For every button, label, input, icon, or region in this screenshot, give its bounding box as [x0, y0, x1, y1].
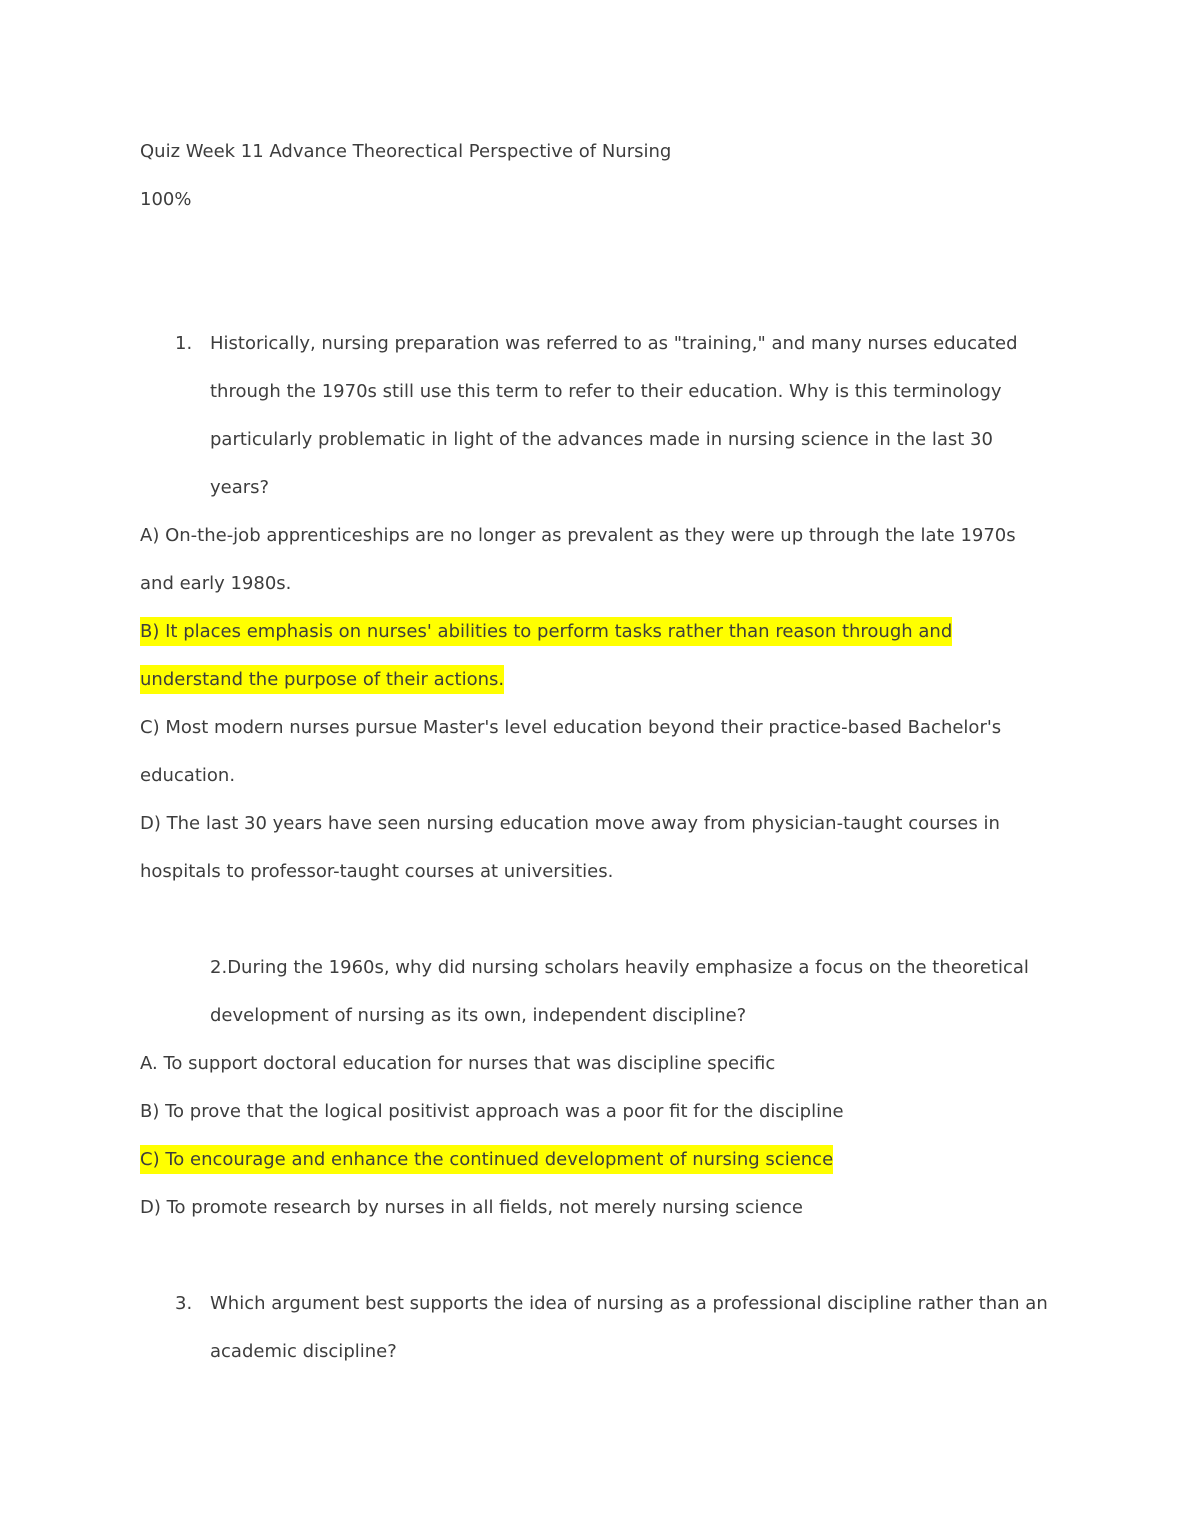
question-2-number: 2. — [210, 957, 228, 978]
option-label: B) — [140, 621, 160, 642]
question-1-option-a — [140, 512, 1050, 608]
question-3 — [140, 1280, 1050, 1376]
option-label: D) — [140, 1197, 161, 1218]
question-1-text: Historically, nursing preparation was referred to as "training," and many nurses educated through the 1970s still use this term to refer to their education. Why is this terminology particularly problematic in light of the advances made in nursing science in the last 30 years? — [210, 333, 1018, 498]
option-text: Most modern nurses pursue Master's level education beyond their practice-based Bachelor's education. — [140, 717, 1002, 786]
question-2-option-a — [140, 1040, 1050, 1088]
option-text: It places emphasis on nurses' abilities to perform tasks rather than reason through and understand the purpose of their actions. — [140, 621, 953, 690]
question-1 — [140, 320, 1050, 512]
question-3-number: 3. — [175, 1293, 193, 1314]
blank-lines — [140, 224, 1050, 320]
blank-line — [140, 896, 1050, 944]
option-label: A) — [140, 525, 160, 546]
question-2 — [140, 944, 1050, 1040]
option-label: B) — [140, 1101, 160, 1122]
question-1-number: 1. — [175, 333, 193, 354]
option-label: A. — [140, 1053, 158, 1074]
blank-line — [140, 1232, 1050, 1280]
question-1-option-c — [140, 704, 1050, 800]
option-text: To encourage and enhance the continued development of nursing science — [165, 1149, 834, 1170]
highlighted-answer — [140, 1145, 833, 1174]
question-1-option-b — [140, 608, 1050, 704]
question-1-option-d — [140, 800, 1050, 896]
option-text: To prove that the logical positivist approach was a poor fit for the discipline — [165, 1101, 844, 1122]
quiz-score: 100% — [140, 189, 192, 210]
quiz-title: Quiz Week 11 Advance Theorectical Perspective of Nursing — [140, 141, 672, 162]
option-text: On-the-job apprenticeships are no longer as prevalent as they were up through the late 1970s and early 1980s. — [140, 525, 1016, 594]
question-2-option-d — [140, 1184, 1050, 1232]
question-2-text: During the 1960s, why did nursing scholars heavily emphasize a focus on the theoretical development of nursing as its own, independent discipline? — [210, 957, 1029, 1026]
question-2-option-c — [140, 1136, 1050, 1184]
question-2-option-b — [140, 1088, 1050, 1136]
option-label: C) — [140, 717, 160, 738]
option-label: D) — [140, 813, 161, 834]
option-text: To promote research by nurses in all fields, not merely nursing science — [166, 1197, 803, 1218]
option-label: C) — [140, 1149, 160, 1170]
option-text: The last 30 years have seen nursing education move away from physician-taught courses in hospitals to professor-taught courses at universities. — [140, 813, 1000, 882]
highlighted-answer — [140, 617, 952, 694]
option-text: To support doctoral education for nurses that was discipline specific — [163, 1053, 776, 1074]
question-3-text: Which argument best supports the idea of nursing as a professional discipline rather than an academic discipline? — [210, 1293, 1048, 1362]
